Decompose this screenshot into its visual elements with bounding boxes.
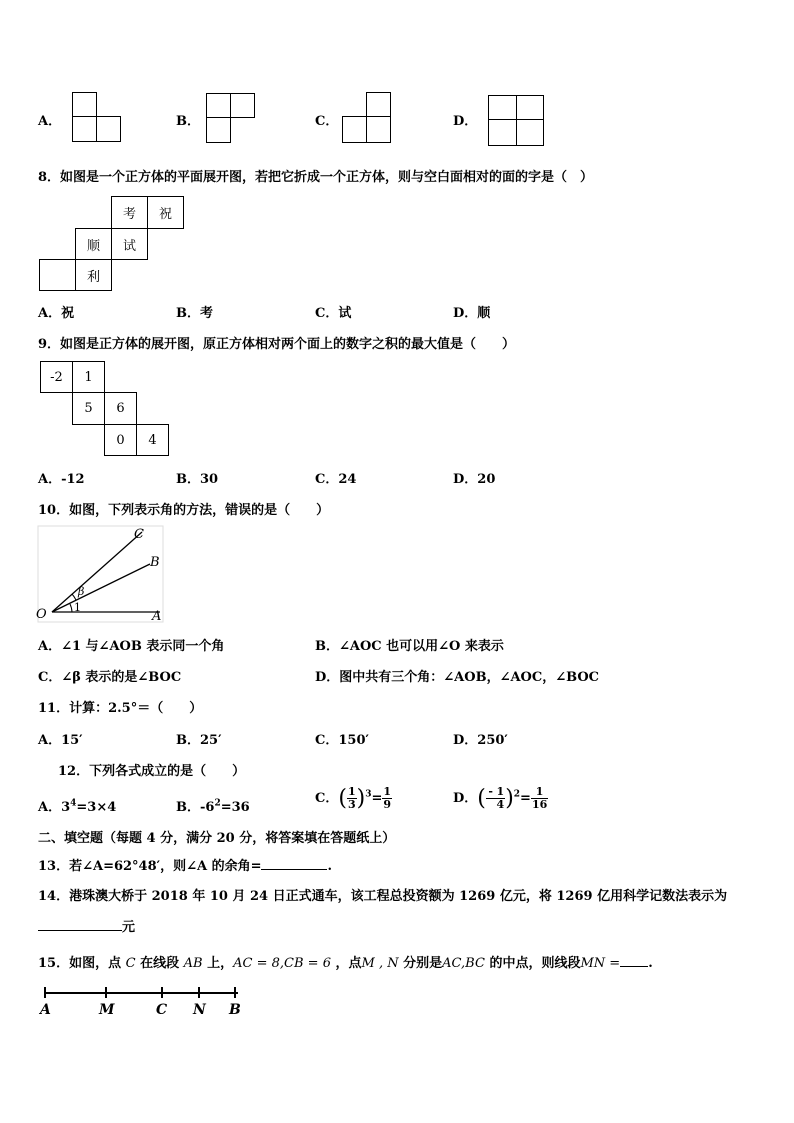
q15-answer-blank[interactable]: [620, 966, 648, 967]
q14-unit: 元: [122, 920, 136, 935]
q9-cell: 0: [104, 424, 137, 456]
q10-option-a[interactable]: A．∠1 与∠AOB 表示同一个角: [38, 639, 225, 654]
q10-stem: 10．如图，下列表示角的方法，错误的是（ ）: [38, 503, 330, 518]
q10-label-b: B: [150, 555, 160, 570]
q8-cell: 考: [111, 196, 148, 229]
q10-label-beta: β: [78, 585, 85, 598]
q10-label-one: 1: [74, 601, 81, 614]
q9-option-d[interactable]: D．20: [453, 472, 496, 487]
q8-option-d[interactable]: D．顺: [453, 306, 491, 321]
q11-option-b[interactable]: B．25′: [176, 733, 222, 748]
q8-cell: 顺: [75, 228, 112, 260]
q13: [38, 855, 332, 874]
q12-b-exp: 2: [214, 798, 221, 809]
q12-d-eq: =: [520, 791, 531, 806]
q12-c-eq: =: [371, 791, 383, 806]
q8-option-c[interactable]: C．试: [315, 306, 352, 321]
q10-option-d[interactable]: D．图中共有三个角：∠AOB，∠AOC，∠BOC: [315, 670, 600, 685]
q7-option-b-label: B．: [176, 114, 200, 129]
q10-label-c: C: [134, 527, 144, 542]
q12-c-exp: 3: [365, 789, 372, 800]
q15-point-b: B: [229, 1002, 241, 1018]
q12-b-rest: =36: [220, 800, 250, 815]
q12-option-a-label: A．: [38, 800, 62, 815]
q15-point-n: N: [193, 1002, 206, 1018]
q12-a-exp: 4: [70, 798, 77, 809]
q15-segment-figure: [38, 984, 248, 1020]
q9-option-c[interactable]: C．24: [315, 472, 357, 487]
q12-option-c-label: C．: [315, 791, 339, 806]
q14-stem: 14．港珠澳大桥于 2018 年 10 月 24 日正式通车，该工程总投资额为 1269 亿元，将 1269 亿用科学记数法表示为: [38, 889, 728, 904]
q9-stem: 9．如图是正方体的展开图，原正方体相对两个面上的数字之积的最大值是（ ）: [38, 337, 516, 352]
q7-option-a-label: A．: [38, 114, 62, 129]
q12-a-base: 3: [61, 800, 71, 815]
q9-cell: 6: [104, 392, 137, 425]
q14-answer-line: [38, 916, 135, 935]
q12-option-b-label: B．: [176, 800, 200, 815]
q9-cell: 1: [72, 361, 105, 393]
q10-label-a: A: [152, 609, 162, 624]
q12-c-result: $\frac{1}{9}$: [383, 785, 392, 811]
q12-d-fraction: -: [486, 786, 496, 811]
q8-cell: 试: [111, 228, 148, 260]
q13-end: .: [327, 859, 333, 874]
q9-option-b[interactable]: B．30: [176, 472, 219, 487]
section-2-heading: 二、填空题（每题 4 分，满分 20 分，将答案填在答题纸上）: [38, 831, 396, 846]
q7-option-d-label: D．: [453, 114, 478, 129]
q8-cell: 利: [75, 259, 112, 291]
q13-answer-blank[interactable]: [261, 869, 327, 870]
q11-stem: 11．计算：2.5°＝（ ）: [38, 701, 203, 716]
q12-d-exp: 2: [513, 789, 521, 800]
q10-option-b[interactable]: B．∠AOC 也可以用∠O 来表示: [315, 639, 504, 654]
q8-cell-blank: [39, 259, 76, 291]
q12-option-c[interactable]: C．( $\frac{1}{3}$ )$^3$= $\frac{1}{9}$: [315, 785, 392, 811]
q12-option-d-label: D．: [453, 791, 478, 806]
q12-d-result: $\frac{1}{16}$: [531, 785, 548, 811]
q9-cell: -2: [40, 361, 73, 393]
q10-angle-figure: [34, 522, 166, 626]
q15-stem: 15．如图，点 C 在线段 AB 上，AC = 8,CB = 6 ，点M , N 分别是AC,BC 的中点，则线段MN = .: [38, 956, 653, 971]
q14-answer-blank[interactable]: [38, 930, 122, 931]
q8-cell: 祝: [147, 196, 184, 229]
q9-cell: 5: [72, 392, 105, 425]
q15-point-m: M: [99, 1002, 115, 1018]
q7-option-c-label: C．: [315, 114, 339, 129]
q12-option-d[interactable]: D．( - $\frac{1}{4}$ )$^2$= $\frac{1}{16}$: [453, 785, 548, 811]
q12-a-rest: =3×4: [76, 800, 117, 815]
q11-option-c[interactable]: C．150′: [315, 733, 369, 748]
q15-point-a: A: [40, 1002, 51, 1018]
q8-stem: 8．如图是一个正方体的平面展开图，若把它折成一个正方体，则与空白面相对的面的字是（ ）: [38, 170, 594, 185]
q12-d-fraction-main: $\frac{1}{4}$: [496, 785, 505, 811]
q10-option-c[interactable]: C．∠β 表示的是∠BOC: [38, 670, 182, 685]
q12-c-fraction: $\frac{1}{3}$: [347, 785, 356, 811]
q12-stem: 12．下列各式成立的是（ ）: [58, 764, 246, 779]
q9-option-a[interactable]: A．-12: [38, 472, 85, 487]
q12-b-base: -6: [200, 800, 215, 815]
q15-point-c: C: [156, 1002, 168, 1018]
q11-option-d[interactable]: D．250′: [453, 733, 508, 748]
q11-option-a[interactable]: A．15′: [38, 733, 83, 748]
q8-option-b[interactable]: B．考: [176, 306, 213, 321]
q12-option-a[interactable]: [38, 796, 116, 815]
q9-cell: 4: [136, 424, 169, 456]
q8-option-a[interactable]: A．祝: [38, 306, 75, 321]
q10-label-o: O: [36, 607, 47, 622]
q13-stem: 13．若∠A=62°48′，则∠A 的余角=: [38, 859, 262, 874]
q12-option-b[interactable]: [176, 796, 250, 815]
